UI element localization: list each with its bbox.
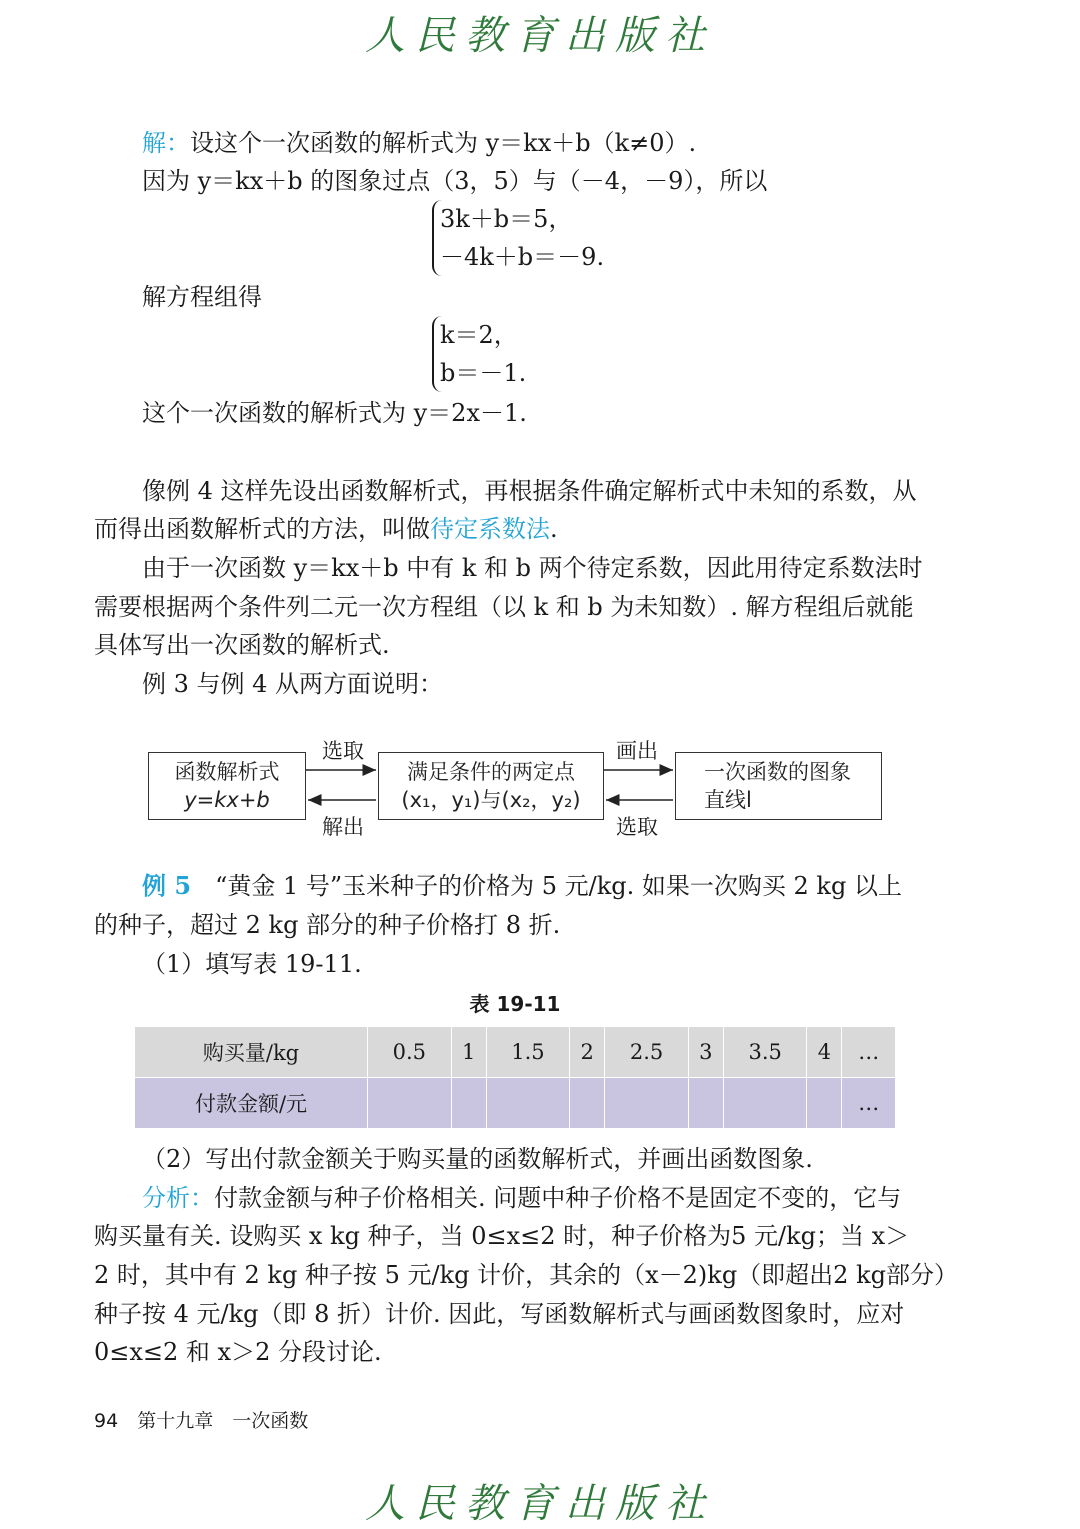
table-cell: … xyxy=(842,1027,896,1078)
example5-question-2: （2）写出付款金额关于购买量的函数解析式，并画出函数图象. xyxy=(142,1145,813,1173)
term-undetermined-coefficients: 待定系数法 xyxy=(430,515,550,543)
publisher-logo-bottom: 人民教育出版社 xyxy=(365,1481,715,1527)
page-number: 94 xyxy=(94,1410,119,1432)
table-cell: 1.5 xyxy=(486,1027,570,1078)
chapter-title: 第十九章 一次函数 xyxy=(137,1410,309,1432)
table-cell: 2.5 xyxy=(605,1027,689,1078)
footer xyxy=(94,1406,308,1433)
solution-line-3: 解方程组得 xyxy=(142,283,262,311)
arrow-label-draw: 画出 xyxy=(616,739,658,763)
table-header-quantity: 购买量/kg xyxy=(135,1027,368,1078)
table-cell xyxy=(723,1078,807,1129)
example5-question-1: （1）填写表 19-11. xyxy=(142,950,362,978)
solution-text-1: 设这个一次函数的解析式为 y＝kx＋b（k≠0）. xyxy=(190,129,697,157)
table-cell: … xyxy=(842,1078,896,1129)
table-cell: 2 xyxy=(570,1027,605,1078)
arrow-label-select-1: 选取 xyxy=(322,739,364,763)
equation-2b: b＝－1. xyxy=(440,359,527,387)
example5-line-2: 的种子，超过 2 kg 部分的种子价格打 8 折. xyxy=(94,911,561,939)
equation-system-1 xyxy=(432,200,604,276)
diagram-arrows xyxy=(0,730,1080,840)
para3: 例 3 与例 4 从两方面说明： xyxy=(142,670,444,698)
para1-text: 而得出函数解析式的方法，叫做 xyxy=(94,515,430,543)
table-caption: 表 19-11 xyxy=(469,992,561,1016)
table-cell xyxy=(368,1078,452,1129)
table-cell: 3.5 xyxy=(723,1027,807,1078)
table-cell: 4 xyxy=(807,1027,842,1078)
analysis-text-1: 付款金额与种子价格相关. 问题中种子价格不是固定不变的，它与 xyxy=(214,1184,902,1212)
para1-end: . xyxy=(550,515,558,543)
solution-label: 解： xyxy=(142,129,190,157)
solution-line-4: 这个一次函数的解析式为 y＝2x－1. xyxy=(142,399,527,427)
table-row-payment xyxy=(135,1078,896,1129)
equation-1a: 3k＋b＝5， xyxy=(440,205,573,233)
table-cell xyxy=(807,1078,842,1129)
diagram-box3-line2: 直线l xyxy=(704,788,752,812)
para1-line-1: 像例 4 这样先设出函数解析式，再根据条件确定解析式中未知的系数，从 xyxy=(142,477,917,505)
example5-text-1: “黄金 1 号”玉米种子的价格为 5 元/kg. 如果一次购买 2 kg 以上 xyxy=(215,872,902,900)
analysis-line-1 xyxy=(142,1179,901,1217)
table-cell xyxy=(486,1078,570,1129)
table-cell xyxy=(688,1078,723,1129)
diagram-box2-line1: 满足条件的两定点 xyxy=(407,760,575,784)
diagram-box1-line1: 函数解析式 xyxy=(174,760,280,784)
table-cell: 0.5 xyxy=(368,1027,452,1078)
price-table xyxy=(134,1026,896,1129)
table-cell xyxy=(451,1078,486,1129)
example5-label: 例 5 xyxy=(142,871,192,900)
para2-line-2: 需要根据两个条件列二元一次方程组（以 k 和 b 为未知数）. 解方程组后就能 xyxy=(94,593,914,621)
analysis-line-3: 2 时，其中有 2 kg 种子按 5 元/kg 计价，其余的（x－2)kg（即超出2 kg部分） xyxy=(94,1261,958,1289)
analysis-line-2: 购买量有关. 设购买 x kg 种子，当 0≤x≤2 时，种子价格为5 元/kg；当 x＞ xyxy=(94,1222,910,1250)
analysis-label: 分析： xyxy=(142,1184,214,1212)
para2-line-1: 由于一次函数 y＝kx＋b 中有 k 和 b 两个待定系数，因此用待定系数法时 xyxy=(142,554,923,582)
equation-1b: －4k＋b＝－9. xyxy=(440,243,605,271)
example5-line-1 xyxy=(142,867,902,905)
table-cell: 3 xyxy=(688,1027,723,1078)
solution-line-2: 因为 y＝kx＋b 的图象过点（3，5）与（－4，－9），所以 xyxy=(142,167,768,195)
publisher-logo-top: 人民教育出版社 xyxy=(365,13,715,59)
equation-system-2 xyxy=(432,316,526,392)
equation-2a: k＝2， xyxy=(440,321,518,349)
para2-line-3: 具体写出一次函数的解析式. xyxy=(94,631,390,659)
diagram-box1-line2: y=kx+b xyxy=(184,788,270,812)
table-row-quantity xyxy=(135,1027,896,1078)
analysis-line-4: 种子按 4 元/kg（即 8 折）计价. 因此，写函数解析式与画函数图象时，应对 xyxy=(94,1300,905,1328)
table-cell xyxy=(570,1078,605,1129)
table-header-payment: 付款金额/元 xyxy=(135,1078,368,1129)
table-cell xyxy=(605,1078,689,1129)
arrow-label-solve: 解出 xyxy=(322,815,364,839)
analysis-line-5: 0≤x≤2 和 x＞2 分段讨论. xyxy=(94,1338,382,1366)
arrow-label-select-2: 选取 xyxy=(616,815,658,839)
solution-line-1 xyxy=(142,124,696,162)
diagram-box3-line1: 一次函数的图象 xyxy=(704,760,851,784)
diagram-box2-line2: (x₁，y₁)与(x₂，y₂) xyxy=(401,788,581,812)
table-cell: 1 xyxy=(451,1027,486,1078)
para1-line-2 xyxy=(94,510,558,548)
